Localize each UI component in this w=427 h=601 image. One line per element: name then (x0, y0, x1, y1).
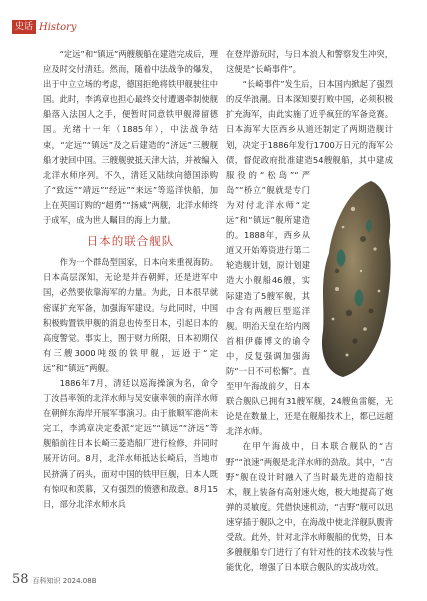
page-number: 58 (12, 572, 29, 587)
left-column (43, 47, 218, 512)
section-badge: 史话 (12, 20, 36, 34)
section-title: 日本的联合舰队 (86, 234, 175, 249)
publication-info: 百科知识 2024.08B (32, 577, 97, 585)
section-english-label: History (39, 21, 77, 33)
paragraph: 在甲午海战中，日本联合舰队的“吉野”“浪速”两舰是北洋水师的劲敌。其中，“吉野”舰在设计时融入了当时最先进的造船技术，舰上装备有高射速火炮，极大地提高了炮弹的灵敏度。凭借快速机动，“吉野”舰可以迅速穿插于舰队之中，在海战中使北洋舰队腹背受敌。此外，针对北洋水师舰船的优势，日本多艘舰船专门进行了有针对性的技术改装与性能优化，增强了日本联合舰队的实战功效。 (226, 441, 393, 573)
section-header (12, 20, 77, 34)
artifact-photo (313, 179, 393, 379)
paragraph: 在登岸游玩时，与日本浪人和警察发生冲突，这便是“长崎事件”。 (226, 49, 393, 75)
paragraph: 作为一个群岛型国家，日本向来重视海防。日本高层深知，无论是并吞朝鲜，还是进军中国，必然要依靠海军的力量。为此，日本很早就密谋扩充军备，加强海军建设。与此同时，中国积极购置铁甲舰的消息也传至日本，引起日本的高度警觉。事实上，囿于财力所限，日本初期仅有三艘3000吨级的铁甲舰，远逊于“定远”和“镇远”两舰。 (43, 257, 218, 373)
page-footer (12, 572, 97, 587)
paragraph: “长崎事件”发生后，日本国内掀起了强烈的反华浪潮。日本深知要打败中国，必须积极扩充海军，由此实施了近乎疯狂的军备竞赛。日本海军大臣西乡从道还制定了两期造舰计划，决定于1886年发行1700万日元的海军公债，督促政府批准建造54艘舰船，其中建成服役的“松岛”“严岛”“桥立”舰就是专门为对付北洋水师“定远”和“镇远”舰所建造的。1888年，西乡从道又开始筹资进行第二轮造舰计划，原计划建造大小舰船46艘，实际建造了5艘军舰，其中含有两艘巨型巡洋舰。明治天皇在给内阁首相伊藤博文的谕令中，反复强调加强海防“一日不可松懈”。直至甲午海战前夕，日本联合舰队已拥有31艘军舰，24艘鱼雷艇，无论是在数量上，还是在舰船技术上，都已远超北洋水师。 (226, 79, 393, 437)
paragraph: 1886年7月，清廷以巡海操演为名，命令丁汝昌率领的北洋水师与吴安康率领的南洋水师在朝鲜东海岸开展军事演习。由于旅顺军港尚未完工，李鸿章决定委派“定远”“镇远”“济远”等舰船前往日本长崎三菱造船厂进行检修，并同时展开访问。8月，北洋水师抵达长崎后，当地市民挤满了码头，面对中国的铁甲巨舰，日本人既有惊叹和羡慕，又有强烈的愤懑和敌意。8月15日，部分北洋水师水兵 (43, 377, 218, 509)
paragraph: “定远”和“镇远”两艘舰船在建造完成后，理应及时交付清廷。然而，随着中法战争的爆发，出于中立立场的考虑，德国拒绝将铁甲舰驶往中国。此时，李鸿章也担心最终交付遭遇牵制使舰船落入法国人之手，便暂时同意铁甲舰滞留德国。光绪十一年（1885年），中法战争结束，“定远”“镇远”及之后建造的“济远”三艘舰船才驶回中国。三艘舰驶抵天津大沽，并被编入北洋水师序列。不久，清廷又陆续向德国添购了“致远”“靖远”“经远”“来远”等巡洋快船，加上在英国订购的“超勇”“扬威”两舰，北洋水师终于成军，成为世人瞩目的海上力量。 (43, 49, 218, 226)
right-column (226, 47, 393, 575)
